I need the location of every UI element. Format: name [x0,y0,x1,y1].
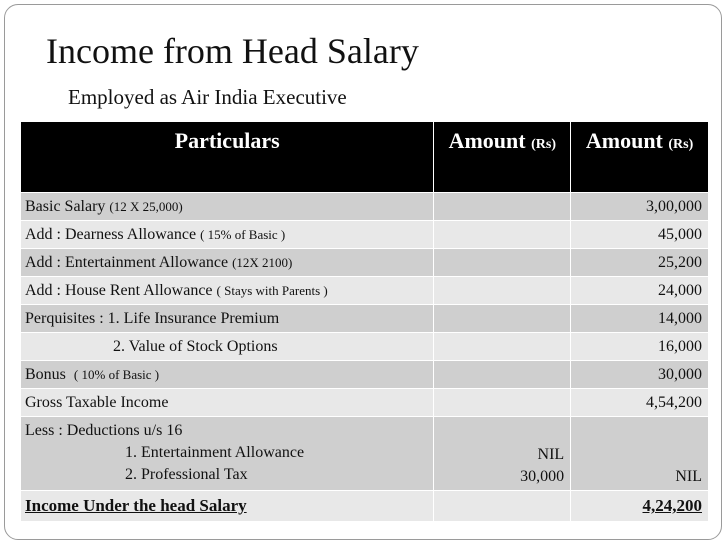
row-amount-1 [434,277,571,305]
row-amount-1 [434,221,571,249]
row-amount-2: 14,000 [571,305,709,333]
deduction-item-2: 2. Professional Tax [125,466,248,483]
table-row [21,193,709,221]
slide-subtitle: Employed as Air India Executive [68,85,347,109]
header-amount-2-label: Amount [585,128,663,153]
header-amount-1-label: Amount [448,128,526,153]
deductions-label [21,417,434,491]
row-amount-2: 16,000 [571,333,709,361]
row-text: Basic Salary [25,197,106,215]
row-amount-1 [434,361,571,389]
header-particulars: Particulars [21,122,434,193]
row-note: (12 X 25,000) [109,198,183,214]
row-amount-2: 24,000 [571,277,709,305]
row-label [21,389,434,417]
deductions-heading: Less : Deductions u/s 16 [25,422,183,439]
deductions-total: NIL [571,417,709,491]
row-text: Gross Taxable Income [25,393,169,411]
row-amount-2: 30,000 [571,361,709,389]
table-row [21,389,709,417]
deduction-item-1: 1. Entertainment Allowance [125,444,305,461]
row-note: ( 10% of Basic ) [73,366,160,382]
row-text: Add : Entertainment Allowance [25,253,229,271]
row-text: Add : Dearness Allowance [25,225,197,243]
row-label [21,249,434,277]
deduction-item-1-amount: NIL [537,446,565,463]
table-row [21,305,709,333]
header-amount-1 [434,122,571,193]
row-amount-1 [434,389,571,417]
header-amount-2 [571,122,709,193]
header-row [21,122,709,193]
slide-title: Income from Head Salary [46,31,419,71]
row-label [21,193,434,221]
row-text: Bonus [25,365,66,383]
row-amount-2: 45,000 [571,221,709,249]
header-amount-1-unit: (Rs) [531,137,556,152]
row-text: Add : House Rent Allowance [25,281,213,299]
final-amount: 4,24,200 [571,491,709,522]
row-label [21,221,434,249]
row-amount-1 [434,193,571,221]
row-amount-1 [434,333,571,361]
deductions-row [21,417,709,491]
row-note: ( 15% of Basic ) [200,226,286,242]
row-amount-1 [434,249,571,277]
row-text: 2. Value of Stock Options [113,337,278,355]
row-label [21,305,434,333]
final-row [21,491,709,522]
salary-table [20,121,709,522]
table-row [21,221,709,249]
row-amount-2: 3,00,000 [571,193,709,221]
table-row [21,361,709,389]
row-label [21,333,434,361]
row-text: Perquisites : 1. Life Insurance Premium [25,309,280,327]
table-row [21,277,709,305]
final-amount-1 [434,491,571,522]
deduction-item-2-amount: 30,000 [520,468,565,485]
row-amount-2: 4,54,200 [571,389,709,417]
table-row [21,333,709,361]
row-label [21,361,434,389]
deductions-amounts [434,417,571,491]
row-note: (12X 2100) [232,254,293,270]
row-amount-1 [434,305,571,333]
table-row [21,249,709,277]
final-label: Income Under the head Salary [21,491,434,522]
header-amount-2-unit: (Rs) [668,137,694,152]
row-amount-2: 25,200 [571,249,709,277]
row-label [21,277,434,305]
row-note: ( Stays with Parents ) [216,282,328,298]
